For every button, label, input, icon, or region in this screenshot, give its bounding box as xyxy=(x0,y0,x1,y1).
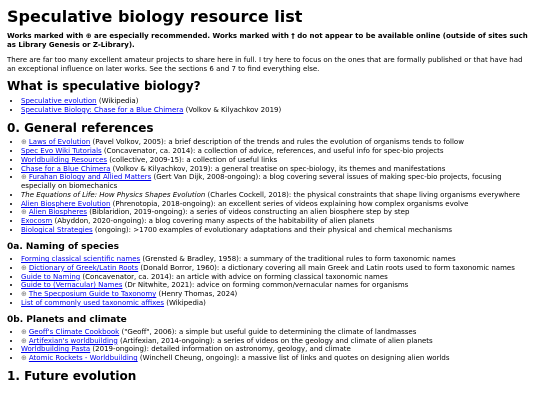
resource-link[interactable]: Artifexian's worldbuilding xyxy=(28,336,118,345)
resource-description: (Volkov & Kilyachkov 2019) xyxy=(183,105,282,114)
recommended-icon: ⊕ xyxy=(21,327,27,336)
list-item xyxy=(21,200,533,209)
resource-link[interactable]: Alien Biosphere Evolution xyxy=(21,199,111,208)
resource-description: (Concavenator, ca. 2014): an article with advice on forming classical taxonomic names xyxy=(80,272,388,281)
resource-link[interactable]: Speculative evolution xyxy=(21,97,97,106)
list-item xyxy=(21,97,533,106)
list-item xyxy=(21,208,533,217)
section-heading-what: What is speculative biology? xyxy=(7,79,201,94)
list-item xyxy=(21,173,533,191)
resource-link[interactable]: Forming classical scientific names xyxy=(21,255,141,264)
list-item xyxy=(21,138,533,147)
list-item xyxy=(21,217,533,226)
list-item xyxy=(21,354,533,363)
resource-description: (Winchell Cheung, ongoing): a massive list of links and quotes on designing alien worlds xyxy=(137,354,450,363)
list-item xyxy=(21,165,533,174)
resource-description: (Gert Van Dijk, 2008-ongoing): a blog covering several issues of making spec-bio projects, focusing especially on biomechanics xyxy=(21,173,502,191)
intro-legend: Works marked with ⊕ are especially recommended. Works marked with † do not appear to be available online (outside of sites such as Library Genesis or Z-Library). xyxy=(7,32,528,50)
recommended-icon: ⊕ xyxy=(21,290,27,299)
list-item xyxy=(21,156,533,165)
resource-link[interactable]: Alien Biospheres xyxy=(28,208,88,217)
resource-description: (Abyddon, 2020-ongoing): a blog covering many aspects of the habitability of alien planets xyxy=(52,217,375,226)
resource-description: ("Geoff", 2006): a simple but useful guide to determining the climate of landmasses xyxy=(119,327,417,336)
resource-link[interactable]: Biological Strategies xyxy=(21,225,93,234)
resource-description: (Artifexian, 2014-ongoing): a series of videos on the geology and climate of alien planets xyxy=(117,336,433,345)
list-general xyxy=(7,138,533,234)
list-item xyxy=(21,337,533,346)
resource-description: (collective, 2009-15): a collection of useful links xyxy=(107,155,278,164)
section-heading-general: 0. General references xyxy=(7,120,154,135)
list-naming xyxy=(7,255,533,308)
section-heading-planets: 0b. Planets and climate xyxy=(7,314,127,325)
resource-description: (Concavenator, ca. 2014): a collection of advice, references, and useful info for spec-bio projects xyxy=(101,147,444,156)
resource-description: (Wikipedia) xyxy=(96,97,139,106)
resource-link[interactable]: Chase for a Blue Chimera xyxy=(21,164,111,173)
resource-link[interactable]: Worldbuilding Pasta xyxy=(21,345,91,354)
resource-description: (2019-ongoing): detailed information on astronomy, geology, and climate xyxy=(90,345,351,354)
list-item xyxy=(21,290,533,299)
resource-description: (Charles Cockell, 2018): the physical constraints that shape living organisms everywhere xyxy=(205,190,520,199)
recommended-icon: ⊕ xyxy=(21,208,27,217)
list-item xyxy=(21,147,533,156)
list-item xyxy=(21,281,533,290)
resource-link[interactable]: Speculative Biology: Chase for a Blue Chimera xyxy=(21,105,184,114)
list-item xyxy=(21,255,533,264)
resource-description: (Phrenotopia, 2018-ongoing): an excellent series of videos explaining how complex organisms evolve xyxy=(110,199,469,208)
list-item xyxy=(21,191,533,200)
resource-title: The Equations of Life: How Physics Shapes Evolution xyxy=(21,190,206,199)
resource-description: (Donald Borror, 1960): a dictionary covering all main Greek and Latin roots used to form taxonomic names xyxy=(138,263,515,272)
list-item xyxy=(21,106,533,115)
resource-link[interactable]: Guide to (Vernacular) Names xyxy=(21,281,123,290)
recommended-icon: ⊕ xyxy=(21,336,27,345)
resource-link[interactable]: Laws of Evolution xyxy=(28,138,91,147)
recommended-icon: ⊕ xyxy=(21,173,27,182)
list-item xyxy=(21,264,533,273)
list-item xyxy=(21,273,533,282)
recommended-icon: ⊕ xyxy=(21,138,27,147)
resource-link[interactable]: The Specposium Guide to Taxonomy xyxy=(28,290,157,299)
resource-description: (Biblaridion, 2019-ongoing): a series of videos constructing an alien biosphere step by step xyxy=(87,208,410,217)
list-planets xyxy=(7,328,533,363)
resource-description: (Volkov & Kilyachkov, 2019): a general treatise on spec-biology, its themes and manifestations xyxy=(110,164,446,173)
resource-link[interactable]: Geoff's Climate Cookbook xyxy=(28,327,120,336)
resource-description: (Grensted & Bradley, 1958): a summary of the traditional rules to form taxonomic names xyxy=(140,255,456,264)
recommended-icon: ⊕ xyxy=(21,354,27,363)
resource-link[interactable]: Guide to Naming xyxy=(21,272,81,281)
intro-paragraph: There are far too many excellent amateur projects to share here in full. I try here to focus on the ones that are formally published or that have had an exceptional influence on later works. See the sections 6 and 7 to find everything else. xyxy=(7,55,523,73)
resource-description: (Pavel Volkov, 2005): a brief description of the trends and rules the evolution of organisms tends to follow xyxy=(90,138,464,147)
recommended-icon: ⊕ xyxy=(21,263,27,272)
page-title: Speculative biology resource list xyxy=(7,7,303,26)
list-what xyxy=(7,97,533,115)
resource-description: (Dr Nitwhite, 2021): advice on forming common/vernacular names for organisms xyxy=(122,281,409,290)
resource-link[interactable]: List of commonly used taxonomic affixes xyxy=(21,298,165,307)
resource-description: (Henry Thomas, 2024) xyxy=(156,290,238,299)
list-item xyxy=(21,299,533,308)
resource-description: (Wikipedia) xyxy=(164,298,206,307)
resource-link[interactable]: Furahan Biology and Allied Matters xyxy=(28,173,152,182)
list-item xyxy=(21,328,533,337)
list-item xyxy=(21,345,533,354)
resource-link[interactable]: Exocosm xyxy=(21,217,53,226)
resource-link[interactable]: Spec Evo Wiki Tutorials xyxy=(21,147,102,156)
resource-link[interactable]: Dictionary of Greek/Latin Roots xyxy=(28,263,139,272)
section-heading-future: 1. Future evolution xyxy=(7,368,137,383)
resource-link[interactable]: Atomic Rockets - Worldbuilding xyxy=(28,354,138,363)
resource-description: (ongoing): >1700 examples of evolutionary adaptations and their physical and chemical mechanisms xyxy=(92,225,453,234)
resource-link[interactable]: Worldbuilding Resources xyxy=(21,155,108,164)
section-heading-naming: 0a. Naming of species xyxy=(7,241,119,252)
list-item xyxy=(21,226,533,235)
